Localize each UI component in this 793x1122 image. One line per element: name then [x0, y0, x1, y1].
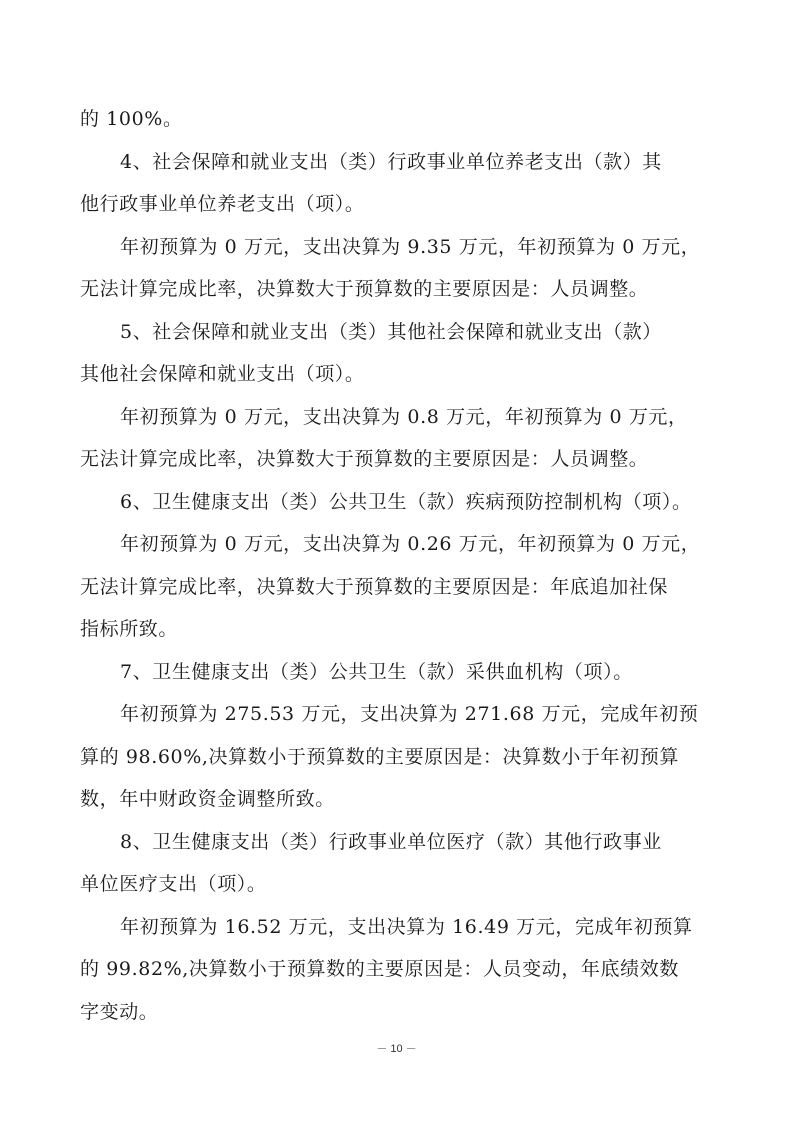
page-number: － 10 － [376, 1043, 417, 1055]
text-line: 数，年中财政资金调整所致。 [80, 788, 335, 810]
text-line: 无法计算完成比率，决算数大于预算数的主要原因是：人员调整。 [80, 278, 649, 300]
paragraph-line: 年初预算为 275.53 万元，支出决算为 271.68 万元，完成年初预 [120, 703, 699, 725]
paragraph-line: 年初预算为 16.52 万元，支出决算为 16.49 万元，完成年初预算 [120, 915, 693, 938]
body-text [80, 98, 720, 1033]
text-line: 无法计算完成比率，决算数大于预算数的主要原因是：人员调整。 [80, 448, 649, 470]
text-line: 无法计算完成比率，决算数大于预算数的主要原因是：年底追加社保 [80, 575, 669, 598]
paragraph-line: 年初预算为 0 万元，支出决算为 0.8 万元，年初预算为 0 万元， [120, 405, 688, 428]
text-line: 其他社会保障和就业支出（项）。 [80, 363, 365, 385]
section-heading-line: 5、社会保障和就业支出（类）其他社会保障和就业支出（款） [120, 320, 662, 343]
section-heading-line: 8、卫生健康支出（类）行政事业单位医疗（款）其他行政事业 [120, 830, 662, 853]
section-heading-line: 4、社会保障和就业支出（类）行政事业单位养老支出（款）其 [120, 150, 662, 173]
paragraph-line: 年初预算为 0 万元，支出决算为 9.35 万元，年初预算为 0 万元， [120, 235, 701, 258]
text-line: 算的 98.60%,决算数小于预算数的主要原因是：决算数小于年初预算 [80, 745, 679, 768]
text-line: 的 99.82%,决算数小于预算数的主要原因是：人员变动，年底绩效数 [80, 958, 679, 980]
section-heading-line: 6、卫生健康支出（类）公共卫生（款）疾病预防控制机构（项）。 [120, 490, 692, 513]
paragraph-line: 年初预算为 0 万元，支出决算为 0.26 万元，年初预算为 0 万元， [120, 533, 701, 555]
text-line: 字变动。 [80, 1000, 159, 1023]
section-heading-line: 7、卫生健康支出（类）公共卫生（款）采供血机构（项）。 [120, 660, 633, 683]
text-line: 他行政事业单位养老支出（项）。 [80, 193, 365, 215]
text-line: 指标所致。 [80, 618, 179, 640]
text-line: 单位医疗支出（项）。 [80, 873, 267, 895]
text-line: 的 100%。 [80, 108, 183, 130]
